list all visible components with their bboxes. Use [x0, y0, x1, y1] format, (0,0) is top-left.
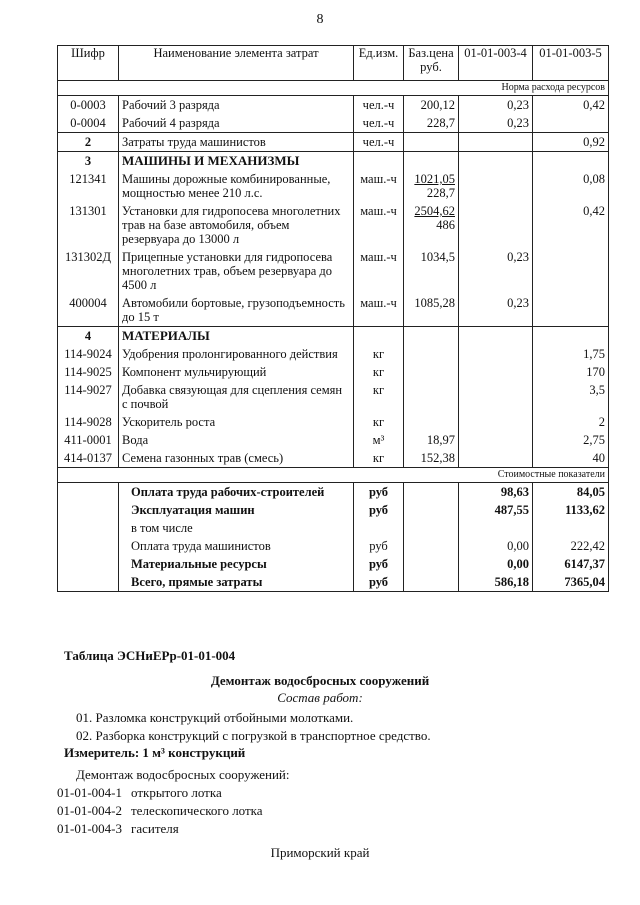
summary-empty-cell: [58, 573, 119, 592]
cell-name: Добавка связующая для сцепления семян с почвой: [119, 381, 354, 413]
cell-price: [404, 363, 459, 381]
cell-price: [404, 248, 459, 294]
variant-name: открытого лотка: [131, 785, 222, 800]
cell-c5: 2: [533, 413, 609, 431]
table-row: [58, 413, 609, 431]
summary-empty-cell: [58, 555, 119, 573]
cell-price: [404, 202, 459, 248]
summary-c5: 6147,37: [533, 555, 609, 573]
cell-c4: [459, 449, 533, 468]
cell-c5: 3,5: [533, 381, 609, 413]
cell-code: 2: [58, 133, 119, 152]
summary-name: Материальные ресурсы: [119, 555, 354, 573]
cell-code: 131302Д: [58, 248, 119, 294]
cell-unit: чел.-ч: [354, 96, 404, 115]
cell-name: Машины дорожные комбинированные, мощностью менее 210 л.с.: [119, 170, 354, 202]
summary-name: Эксплуатация машин: [119, 501, 354, 519]
cell-c4: [459, 413, 533, 431]
page-number: 8: [316, 12, 324, 27]
cell-name: МАТЕРИАЛЫ: [119, 327, 354, 346]
cell-price: [404, 381, 459, 413]
summary-c5: 84,05: [533, 483, 609, 502]
summary-name: Всего, прямые затраты: [119, 573, 354, 592]
summary-name: в том числе: [119, 519, 354, 537]
summary-unit: руб: [354, 537, 404, 555]
summary-empty-cell: [58, 519, 119, 537]
cell-unit: маш.-ч: [354, 248, 404, 294]
cell-name: Прицепные установки для гидропосева многолетних трав, объем резервуара до 4500 л: [119, 248, 354, 294]
cell-unit: маш.-ч: [354, 294, 404, 327]
cell-price: [404, 431, 459, 449]
cell-unit: [354, 327, 404, 346]
cell-c4: [459, 327, 533, 346]
cell-price: [404, 133, 459, 152]
cell-price: [404, 345, 459, 363]
cell-unit: кг: [354, 413, 404, 431]
cell-price: [404, 96, 459, 115]
summary-empty-cell: [404, 519, 459, 537]
variant-item: [57, 785, 222, 801]
summary-c4: 487,55: [459, 501, 533, 519]
variant-item: [57, 821, 179, 837]
cell-c4: [459, 363, 533, 381]
cell-c5: 0,08: [533, 170, 609, 202]
cell-c5: [533, 327, 609, 346]
cell-c5: 40: [533, 449, 609, 468]
summary-name: Оплата труда рабочих-строителей: [119, 483, 354, 502]
cell-code: 411-0001: [58, 431, 119, 449]
price-value: 200,12: [420, 98, 455, 112]
summary-c5: 1133,62: [533, 501, 609, 519]
cell-code: 0-0003: [58, 96, 119, 115]
header-col4: 01-01-003-4: [459, 46, 533, 81]
price-value: 18,97: [426, 433, 455, 447]
norm-label-row: [58, 81, 609, 96]
work-item: 02. Разборка конструкций с погрузкой в транспортное средство.: [76, 728, 431, 743]
summary-c4: 586,18: [459, 573, 533, 592]
summary-c5: 222,42: [533, 537, 609, 555]
price-value: 228,7: [426, 116, 455, 130]
norm-label: Норма расхода ресурсов: [58, 81, 609, 96]
cell-name: Автомобили бортовые, грузоподъемность до 15 т: [119, 294, 354, 327]
summary-empty-cell: [404, 573, 459, 592]
cell-code: 114-9027: [58, 381, 119, 413]
cell-unit: кг: [354, 381, 404, 413]
cell-unit: [354, 152, 404, 171]
cell-c5: 0,42: [533, 202, 609, 248]
table-row: [58, 381, 609, 413]
summary-name: Оплата труда машинистов: [119, 537, 354, 555]
cell-name: Ускоритель роста: [119, 413, 354, 431]
cell-c4: 0,23: [459, 96, 533, 115]
summary-unit: руб: [354, 501, 404, 519]
cell-name: Рабочий 4 разряда: [119, 114, 354, 133]
variant-code: 01-01-004-3: [57, 821, 122, 836]
cell-c5: 170: [533, 363, 609, 381]
cell-name: Установки для гидропосева многолетних трав на базе автомобиля, объем резервуара до 13000 л: [119, 202, 354, 248]
summary-empty-cell: [58, 537, 119, 555]
cell-name: Семена газонных трав (смесь): [119, 449, 354, 468]
cell-name: Затраты труда машинистов: [119, 133, 354, 152]
cell-unit: чел.-ч: [354, 133, 404, 152]
table-body: [58, 96, 609, 468]
summary-empty-cell: [404, 501, 459, 519]
table-row: [58, 152, 609, 171]
price-secondary: 486: [436, 218, 455, 232]
table-row: [58, 363, 609, 381]
cell-c5: 1,75: [533, 345, 609, 363]
summary-empty-cell: [404, 537, 459, 555]
cell-c4: [459, 152, 533, 171]
cell-c4: 0,23: [459, 294, 533, 327]
table-row: [58, 114, 609, 133]
cell-price: [404, 114, 459, 133]
summary-row: [58, 501, 609, 519]
cell-price: [404, 327, 459, 346]
header-code: Шифр: [58, 46, 119, 81]
cell-unit: маш.-ч: [354, 170, 404, 202]
header-col5: 01-01-003-5: [533, 46, 609, 81]
cell-name: Удобрения пролонгированного действия: [119, 345, 354, 363]
table-row: [58, 431, 609, 449]
cell-code: 131301: [58, 202, 119, 248]
cell-price: [404, 413, 459, 431]
cell-c4: [459, 170, 533, 202]
variant-name: гасителя: [131, 821, 179, 836]
cell-unit: маш.-ч: [354, 202, 404, 248]
price-value: 1034,5: [420, 250, 455, 264]
table-row: [58, 96, 609, 115]
price-secondary: 228,7: [426, 186, 455, 200]
cell-code: 114-9024: [58, 345, 119, 363]
cell-code: 0-0004: [58, 114, 119, 133]
table-row: [58, 449, 609, 468]
description: Демонтаж водосбросных сооружений:: [76, 767, 290, 782]
cost-label-row: [58, 468, 609, 483]
table-title: Таблица ЭСНиЕРр-01-01-004: [64, 648, 236, 663]
summary-unit: руб: [354, 555, 404, 573]
summary-c5: 7365,04: [533, 573, 609, 592]
cell-c5: [533, 294, 609, 327]
resource-norms-table: [57, 45, 609, 592]
cell-c4: [459, 133, 533, 152]
table-row: [58, 202, 609, 248]
table-header-row: [58, 46, 609, 81]
cell-unit: кг: [354, 449, 404, 468]
summary-empty-cell: [58, 501, 119, 519]
cell-c5: [533, 152, 609, 171]
cell-code: 3: [58, 152, 119, 171]
summary-body: [58, 483, 609, 592]
header-unit: Ед.изм.: [354, 46, 404, 81]
summary-c4: 0,00: [459, 537, 533, 555]
measure-unit: Измеритель: 1 м³ конструкций: [64, 745, 246, 760]
cell-c5: 0,42: [533, 96, 609, 115]
cell-unit: кг: [354, 345, 404, 363]
summary-row: [58, 573, 609, 592]
cell-name: Компонент мульчирующий: [119, 363, 354, 381]
table-row: [58, 345, 609, 363]
cell-name: Рабочий 3 разряда: [119, 96, 354, 115]
header-name: Наименование элемента затрат: [119, 46, 354, 81]
summary-empty-cell: [404, 555, 459, 573]
summary-c4: 98,63: [459, 483, 533, 502]
price-value: 152,38: [420, 451, 455, 465]
cell-code: 414-0137: [58, 449, 119, 468]
cost-label: Стоимостные показатели: [58, 468, 609, 483]
cell-c5: [533, 114, 609, 133]
table-row: [58, 327, 609, 346]
summary-row: [58, 519, 609, 537]
work-item: 01. Разломка конструкций отбойными молотками.: [76, 710, 354, 725]
header-price: Баз.цена руб.: [404, 46, 459, 81]
summary-c4: 0,00: [459, 555, 533, 573]
summary-c4: [459, 519, 533, 537]
variant-item: [57, 803, 263, 819]
table-row: [58, 248, 609, 294]
cell-c5: [533, 248, 609, 294]
summary-unit: руб: [354, 573, 404, 592]
cell-price: [404, 294, 459, 327]
cell-code: 114-9025: [58, 363, 119, 381]
cell-code: 400004: [58, 294, 119, 327]
cell-name: МАШИНЫ И МЕХАНИЗМЫ: [119, 152, 354, 171]
summary-row: [58, 483, 609, 502]
footer-region: Приморский край: [270, 845, 370, 860]
cell-unit: чел.-ч: [354, 114, 404, 133]
cell-c5: 0,92: [533, 133, 609, 152]
cell-c4: [459, 345, 533, 363]
cell-c4: 0,23: [459, 248, 533, 294]
cell-price: [404, 152, 459, 171]
cell-code: 4: [58, 327, 119, 346]
price-value: 1085,28: [414, 296, 455, 310]
summary-empty-cell: [58, 483, 119, 502]
summary-unit: руб: [354, 483, 404, 502]
summary-empty-cell: [404, 483, 459, 502]
summary-unit: [354, 519, 404, 537]
section-heading: Демонтаж водосбросных сооружений: [210, 673, 430, 688]
cell-price: [404, 170, 459, 202]
variant-name: телескопического лотка: [131, 803, 263, 818]
cell-c4: 0,23: [459, 114, 533, 133]
cell-name: Вода: [119, 431, 354, 449]
cell-c5: 2,75: [533, 431, 609, 449]
table-row: [58, 294, 609, 327]
cell-c4: [459, 202, 533, 248]
summary-row: [58, 537, 609, 555]
cell-c4: [459, 381, 533, 413]
price-value: 2504,62: [414, 204, 455, 218]
variant-code: 01-01-004-2: [57, 803, 122, 818]
works-title: Состав работ:: [277, 690, 363, 705]
cell-code: 121341: [58, 170, 119, 202]
cell-price: [404, 449, 459, 468]
summary-row: [58, 555, 609, 573]
cell-c4: [459, 431, 533, 449]
cell-unit: кг: [354, 363, 404, 381]
table-row: [58, 170, 609, 202]
summary-c5: [533, 519, 609, 537]
variant-code: 01-01-004-1: [57, 785, 122, 800]
table-row: [58, 133, 609, 152]
cell-unit: м³: [354, 431, 404, 449]
cell-code: 114-9028: [58, 413, 119, 431]
price-value: 1021,05: [414, 172, 455, 186]
